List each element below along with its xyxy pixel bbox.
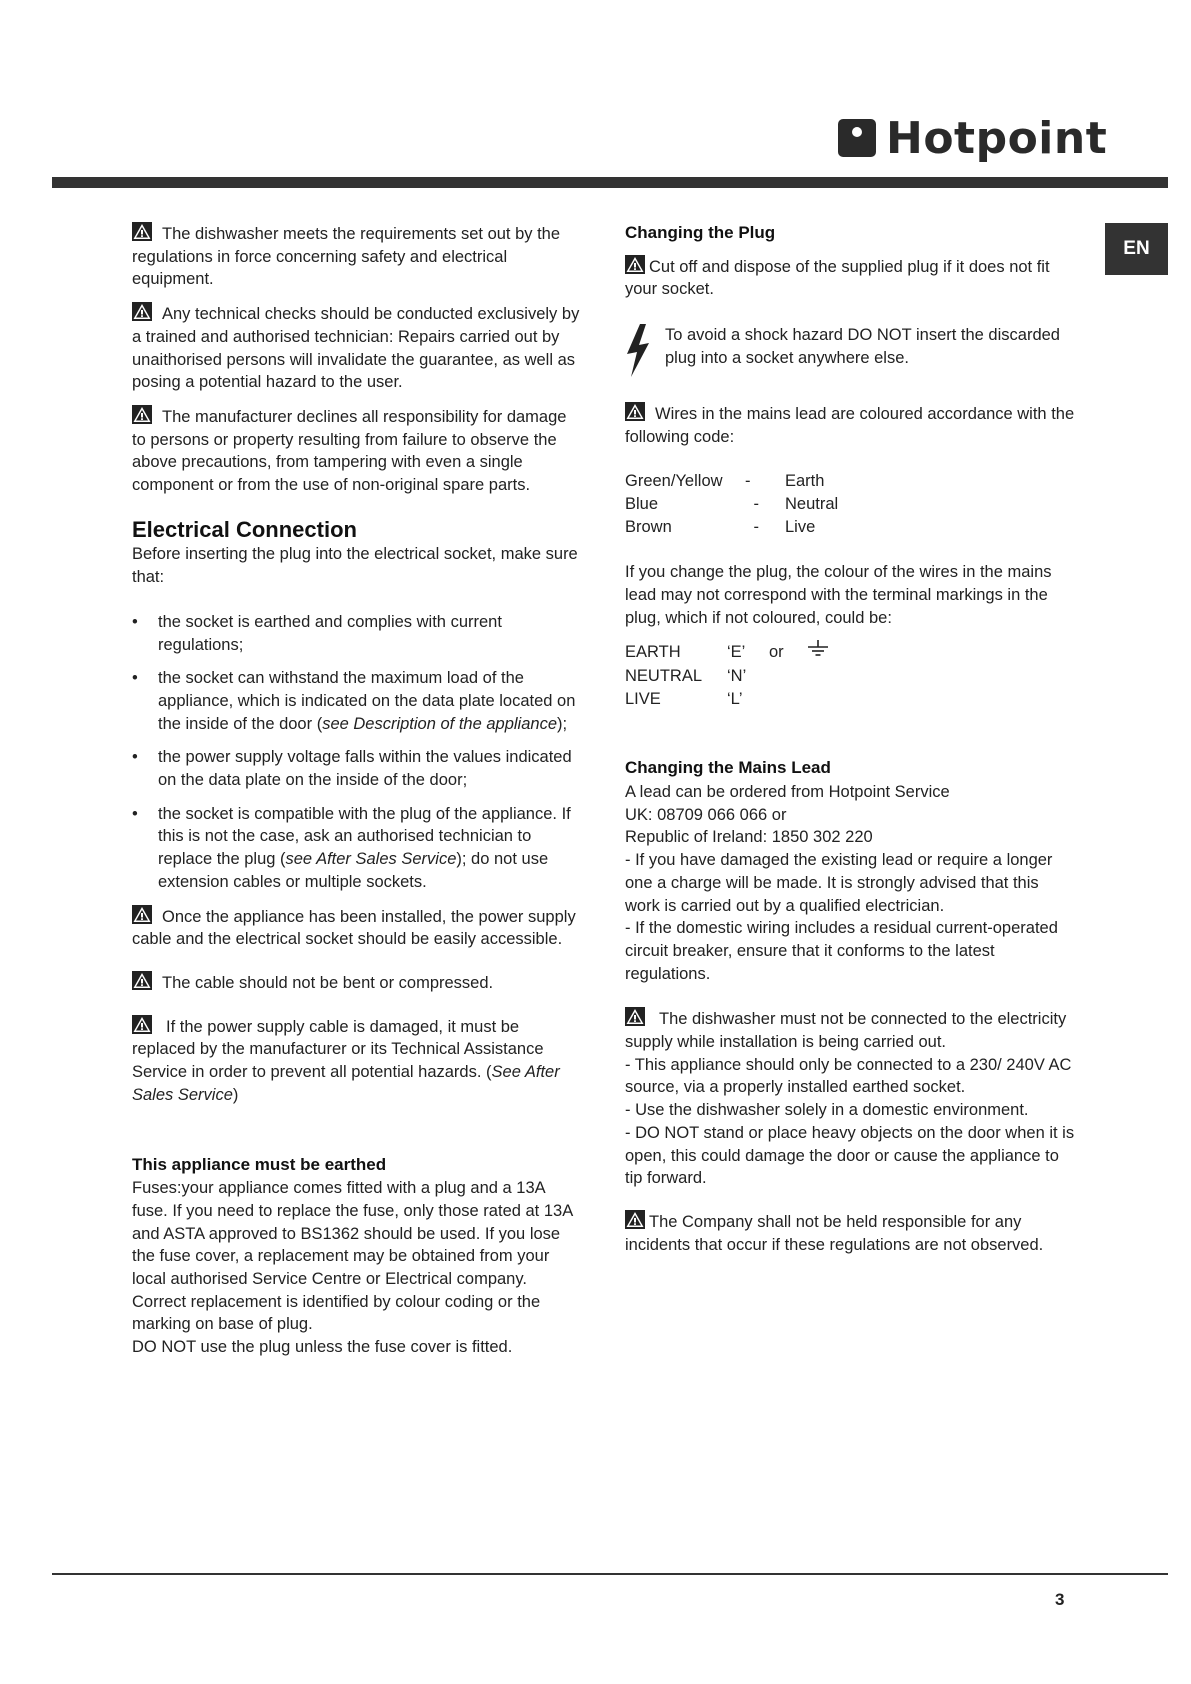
warning-paragraph: The manufacturer declines all responsibility for damage to persons or property resulting from failure to observe the above precautions, from tampering with even a single component or from the use of non-original spare parts. — [132, 405, 582, 497]
warning-paragraph: The dishwasher must not be connected to the electricity supply while installation is being carried out. - This appliance should only be connected to a 230/ 240V AC source, via a properly installed earthed socket. - Use the dishwasher solely in a domestic environment. - DO NOT stand or place heavy objects on the door when it is open, this could damage the door or cause the appliance to tip forward. — [625, 1007, 1075, 1190]
warning-paragraph: Once the appliance has been installed, the power supply cable and the electrical socket should be easily accessible. — [132, 905, 582, 951]
earth-symbol-icon — [807, 644, 829, 662]
warning-paragraph: If the power supply cable is damaged, it must be replaced by the manufacturer or its Technical Assistance Service in order to prevent all potential hazards. (See After Sales Service) — [132, 1015, 582, 1107]
left-column — [132, 222, 582, 1370]
warning-paragraph: The dishwasher meets the requirements set out by the regulations in force concerning safety and electrical equipment. — [132, 222, 582, 291]
language-tab: EN — [1105, 223, 1168, 275]
warning-icon — [132, 971, 152, 990]
table-row: NEUTRAL ‘N’ — [625, 667, 747, 686]
earthed-body: Fuses:your appliance comes fitted with a plug and a 13A fuse. If you need to replace the fuse, only those rated at 13A and ASTA approved to BS1362 should be used. If you lose the fuse cover, a replacement may be obtained from your local authorised Service Centre or Electrical company. Correct replacement is identified by colour coding or the marking on base of plug. — [132, 1179, 573, 1334]
warning-paragraph: Wires in the mains lead are coloured accordance with the following code: — [625, 402, 1075, 448]
changing-plug-heading: Changing the Plug — [625, 223, 776, 242]
warning-icon — [132, 1015, 152, 1034]
warning-icon — [132, 222, 152, 241]
page-number: 3 — [1055, 1590, 1065, 1609]
warning-icon — [625, 402, 645, 421]
warning-paragraph: The cable should not be bent or compressed. — [132, 971, 582, 995]
list-item: • the power supply voltage falls within the values indicated on the data plate on the inside of the door; — [132, 746, 582, 791]
warning-paragraph: Cut off and dispose of the supplied plug if it does not fit your socket. — [625, 255, 1075, 301]
brand-name: Hotpoint — [886, 112, 1108, 164]
table-row: Brown - Live — [625, 518, 816, 537]
mains-lead-text: A lead can be ordered from Hotpoint Service UK: 08709 066 066 or Republic of Ireland: 1850 302 220 - If you have damaged the existing lead or require a longer one a charge will be made. It is strongly advised that this work is carried out by a qualified electrician. - If the domestic wiring includes a residual current-operated circuit breaker, ensure that it conforms to the latest regulations. — [625, 783, 1058, 983]
right-column — [625, 222, 1075, 1267]
warning-icon — [625, 1210, 645, 1229]
electrical-intro: Before inserting the plug into the electrical socket, make sure that: — [132, 545, 578, 587]
hotpoint-logo — [838, 112, 1107, 164]
lightning-bolt-icon — [625, 321, 653, 386]
table-row: Blue - Neutral — [625, 495, 839, 514]
warning-icon — [132, 405, 152, 424]
list-item: • the socket is earthed and complies with current regulations; — [132, 611, 582, 656]
list-item: • the socket is compatible with the plug of the appliance. If this is not the case, ask an authorised technician to replace the plug (see After Sales Service); do not use extension cables or multiple sockets. — [132, 803, 582, 894]
warning-paragraph: Any technical checks should be conducted exclusively by a trained and authorised technician: Repairs carried out by unaithorised persons will invalidate the guarantee, as well as posing a potential hazard to the user. — [132, 302, 582, 394]
header-rule — [52, 177, 1168, 188]
warning-icon — [625, 255, 645, 274]
warning-icon — [132, 302, 152, 321]
table-row: LIVE ‘L’ — [625, 690, 743, 709]
list-item: • the socket can withstand the maximum load of the appliance, which is indicated on the data plate located on the inside of the door (see Description of the appliance); — [132, 667, 582, 735]
earthed-warning: DO NOT use the plug unless the fuse cover is fitted. — [132, 1338, 513, 1357]
wire-colour-table — [625, 470, 838, 539]
warning-icon — [625, 1007, 645, 1026]
warning-icon — [132, 905, 152, 924]
footer-rule — [52, 1573, 1168, 1575]
logo-mark-icon — [838, 119, 876, 157]
electrical-connection-heading: Electrical Connection — [132, 516, 357, 542]
table-row: EARTH ‘E’ or — [625, 640, 829, 665]
table-row: Green/Yellow - Earth — [625, 472, 825, 491]
warning-paragraph: The Company shall not be held responsible for any incidents that occur if these regulations are not observed. — [625, 1210, 1075, 1256]
plug-change-note: If you change the plug, the colour of the wires in the mains lead may not correspond with the terminal markings in the plug, which if not coloured, could be: — [625, 563, 1052, 627]
earthed-heading: This appliance must be earthed — [132, 1154, 387, 1174]
changing-mains-lead-heading: Changing the Mains Lead — [625, 758, 831, 778]
terminal-marking-table — [625, 640, 829, 711]
shock-warning: To avoid a shock hazard DO NOT insert the discarded plug into a socket anywhere else. — [625, 321, 1075, 386]
requirements-list — [132, 611, 582, 894]
